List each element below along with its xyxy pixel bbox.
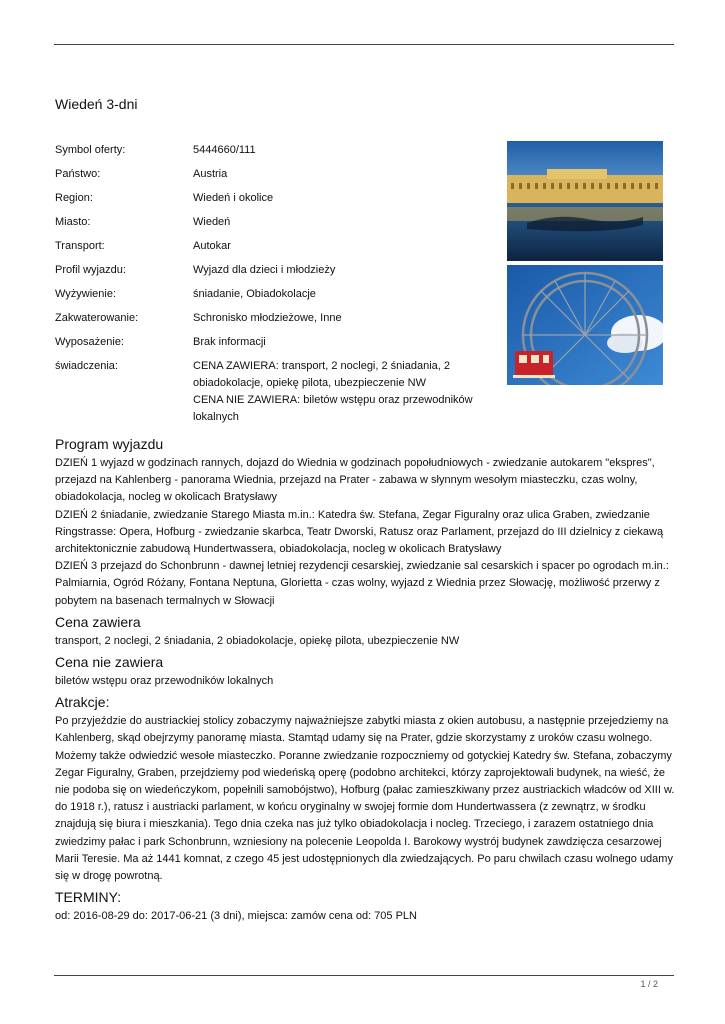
table-row [55,331,495,355]
top-rule [54,44,674,45]
included-text: transport, 2 noclegi, 2 śniadania, 2 obiadokolacje, opiekę pilota, ubezpieczenie NW [55,634,460,647]
attractions-heading: Atrakcje: [55,694,110,711]
table-row [55,259,495,283]
ferris-wheel-photo [507,265,663,385]
not-included-heading: Cena nie zawiera [55,654,164,671]
table-row [55,307,495,331]
program-section [55,436,675,929]
detail-label: Symbol oferty: [55,144,126,156]
detail-label: Region: [55,192,93,204]
program-day-1: DZIEŃ 1 wyjazd w godzinach rannych, dojazd do Wiednia w godzinach popołudniowych - zwiedzanie autokarem "ekspres", przejazd na Kahlenberg - panorama Wiednia, przejazd na Prater - zabawa w słynnym wesołym miasteczku, czas wolny, obiadokolacja, nocleg w okolicach Bratysławy [55,457,655,504]
detail-value: Wiedeń [193,216,231,228]
detail-label: Profil wyjazdu: [55,264,126,276]
excluded-services: CENA NIE ZAWIERA: biletów wstępu oraz przewodników lokalnych [193,394,473,423]
bottom-rule [54,975,674,976]
terms-heading: TERMINY: [55,889,122,906]
palace-photo [507,141,663,261]
detail-value: Schronisko młodzieżowe, Inne [193,312,342,324]
detail-value: Autokar [193,240,231,252]
detail-label: Miasto: [55,216,91,228]
table-row [55,187,495,211]
attractions-text: Po przyjeździe do austriackiej stolicy zobaczymy najważniejsze zabytki miasta z okien autobusu, a następnie przejedziemy na Kahlenberg, skąd obejrzymy panoramę miasta. Stamtąd udamy się na Prater, gdzie skorzystamy z uroków czasu wolnego. Możemy także odwiedzić wesołe miasteczko. Poranne zwiedzanie rozpoczniemy od gotyckiej Katedry św. Stefana, zobaczymy Zegar Figuralny, Graben, przejdziemy pod wiedeńską operę (podobno architekci, którzy zaprojektowali budynek, na wieść, że nie podoba się on wiedeńczykom, popełnili samobójstwo), Hofburg (pałac zamieszkiwany przez austriackich władców od XIII w. do 1918 r.), ratusz i austriacki parlament, w końcu oryginalny w swojej formie dom Hundertwassera (z zewnątrz, w środku znajdują się biura i mieszkania). Tego dnia czeka nas już tylko obiadokolacja i nocleg. Trzeciego, i zarazem ostatniego dnia zwiedzimy pałac i park Schonbrunn, wzniesiony na polecenie Leopolda I. Barokowy wystrój budynek zawdzięcza cesarzowej Marii Teresie. Ma aż 1441 komnat, z czego 45 jest udostępnionych dla zwiedzających. Po paru chwilach czasu wolnego udamy się w drogę powrotną. [55,715,675,883]
detail-label: Wyposażenie: [55,336,124,348]
program-heading: Program wyjazdu [55,436,164,452]
detail-value: Wyjazd dla dzieci i młodzieży [193,264,336,276]
included-services: CENA ZAWIERA: transport, 2 noclegi, 2 śniadania, 2 obiadokolacje, opiekę pilota, ubezpieczenie NW [193,360,450,389]
terms-text: od: 2016-08-29 do: 2017-06-21 (3 dni), miejsca: zamów cena od: 705 PLN [55,910,417,923]
included-heading: Cena zawiera [55,613,141,630]
detail-value: Brak informacji [193,336,266,348]
table-row [55,211,495,235]
detail-value [193,355,495,430]
offer-details-table [55,139,495,430]
detail-value: Austria [193,168,228,180]
table-row [55,139,495,163]
page-number: 1 / 2 [640,979,658,989]
table-row [55,163,495,187]
detail-label: Transport: [55,240,105,252]
detail-label: świadczenia: [55,360,118,372]
palace-image [507,141,663,261]
not-included-text: biletów wstępu oraz przewodników lokalnych [55,675,274,688]
detail-label: Zakwaterowanie: [55,312,139,324]
page-title: Wiedeń 3-dni [55,96,138,112]
detail-label: Wyżywienie: [55,288,117,300]
table-row [55,235,495,259]
table-row [55,283,495,307]
detail-value: 5444660/111 [193,144,256,156]
program-day-3: DZIEŃ 3 przejazd do Schonbrunn - dawnej letniej rezydencji cesarskiej, zwiedzanie sal cesarskich i spacer po ogrodach m.in.: Palmiarnia, Ogród Różany, Fontana Neptuna, Glorietta - czas wolny, wyjazd z Wiednia przez Słowację, możliwość przerwy z pobytem na basenach termalnych w Słowacji [55,560,669,607]
ferris-wheel-image [507,265,663,385]
detail-value: Wiedeń i okolice [193,192,274,204]
table-row [55,355,495,430]
program-day-2: DZIEŃ 2 śniadanie, zwiedzanie Starego Miasta m.in.: Katedra św. Stefana, Zegar Figuralny oraz ulica Graben, zwiedzanie Ringstrasse: Opera, Hofburg - zwiedzanie skarbca, Teatr Dworski, Ratusz oraz Parlament, przejazd do III dzielnicy z ciekawą architektonicznie zabudową Hundertwassera, obiadokolacja, nocleg w okolicach Bratysławy [55,508,664,556]
detail-value: śniadanie, Obiadokolacje [193,288,316,300]
detail-label: Państwo: [55,168,101,180]
